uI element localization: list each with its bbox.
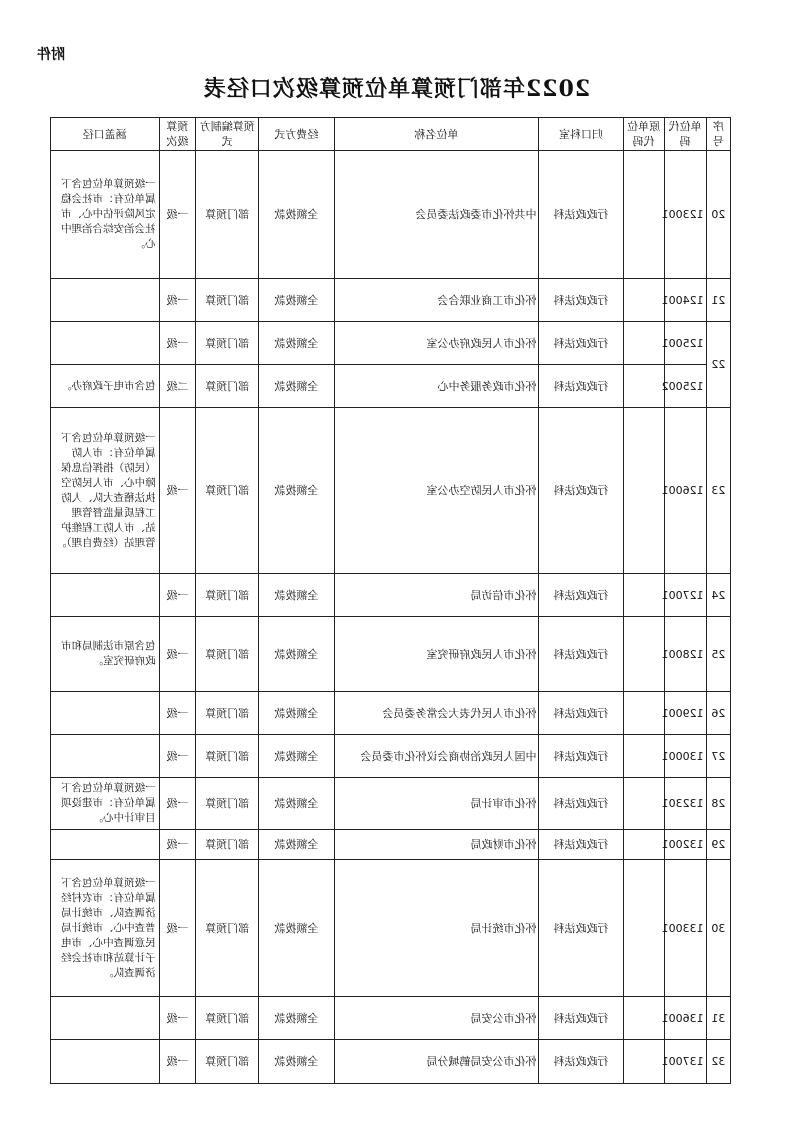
cell-orig-code [623,365,664,408]
cell-scope: 一级预算单位包含下属单位有：市农村经济调查队、市统计局普查中心、市统计局民意调查中心、市电子计算站和市社会经济调查队。 [51,860,160,997]
cell-level: 一级 [159,778,196,830]
cell-unit-name: 怀化市审计局 [334,778,539,830]
cell-level: 一级 [159,860,196,997]
cell-category: 行政政法科 [539,365,623,408]
table-row [51,408,731,574]
cell-budget-type: 部门预算 [196,997,259,1040]
cell-seq: 28 [706,778,730,830]
cell-unit-code: 136001 [664,997,706,1040]
cell-seq: 26 [706,692,730,735]
cell-unit-code: 125001 [664,322,706,365]
cell-unit-name: 怀化市公安局 [334,997,539,1040]
cell-seq: 24 [706,574,730,617]
attachment-label: 附件 [37,47,65,63]
cell-unit-code: 132001 [664,830,706,860]
cell-level: 一级 [159,692,196,735]
cell-unit-code: 133001 [664,860,706,997]
cell-funding: 全额拨款 [259,322,334,365]
cell-budget-type: 部门预算 [196,1040,259,1084]
page-title: 2022年部门预算单位预算级次口径表 [202,76,591,102]
table-row [51,279,731,322]
cell-scope [51,279,160,322]
cell-scope [51,735,160,778]
cell-level: 二级 [159,365,196,408]
cell-scope: 一级预算单位包含下属单位有：市建设项目审计中心。 [51,778,160,830]
table-row [51,617,731,692]
cell-level: 一级 [159,279,196,322]
cell-seq: 25 [706,617,730,692]
table-row [51,365,731,408]
table-row [51,574,731,617]
cell-unit-name: 怀化市人民政府办公室 [334,322,539,365]
cell-seq: 27 [706,735,730,778]
cell-orig-code [623,279,664,322]
cell-scope [51,322,160,365]
table-row [51,322,731,365]
cell-budget-type: 部门预算 [196,860,259,997]
cell-budget-type: 部门预算 [196,778,259,830]
cell-unit-name: 怀化市工商业联合会 [334,279,539,322]
cell-unit-code: 127001 [664,574,706,617]
cell-seq: 23 [706,408,730,574]
cell-level: 一级 [159,617,196,692]
cell-budget-type: 部门预算 [196,617,259,692]
header-funding: 经费方式 [259,118,334,151]
table-body [51,151,731,1084]
cell-scope: 一级预算单位包含下属单位有：市社会稳定风险评估中心、市社会治安综合治理中心。 [51,151,160,279]
cell-orig-code [623,830,664,860]
cell-unit-code: 126001 [664,408,706,574]
cell-unit-name: 怀化市人民防空办公室 [334,408,539,574]
budget-level-table [50,117,731,1084]
cell-orig-code [623,151,664,279]
table-row [51,860,731,997]
cell-scope: 一级预算单位包含下属单位有：市人防（民防）指挥信息保障中心、市人民防空执法稽查大队、人防工程质量监督管理站、市人防工程维护管理站（经费自理）。 [51,408,160,574]
table-row [51,830,731,860]
cell-orig-code [623,574,664,617]
cell-funding: 全额拨款 [259,860,334,997]
table-header-row [51,118,731,151]
cell-orig-code [623,735,664,778]
cell-unit-code: 129001 [664,692,706,735]
table-row [51,1040,731,1084]
header-level: 预算级次 [159,118,196,151]
cell-budget-type: 部门预算 [196,408,259,574]
cell-orig-code [623,692,664,735]
cell-budget-type: 部门预算 [196,692,259,735]
cell-unit-code: 137001 [664,1040,706,1084]
cell-level: 一级 [159,574,196,617]
cell-seq: 29 [706,830,730,860]
cell-category: 行政政法科 [539,151,623,279]
cell-category: 行政政法科 [539,279,623,322]
cell-unit-code: 125002 [664,365,706,408]
cell-category: 行政政法科 [539,735,623,778]
cell-unit-name: 怀化市人民代表大会常务委员会 [334,692,539,735]
cell-orig-code [623,322,664,365]
cell-funding: 全额拨款 [259,997,334,1040]
header-category: 归口科室 [539,118,623,151]
cell-category: 行政政法科 [539,778,623,830]
cell-unit-name: 怀化市公安局鹤城分局 [334,1040,539,1084]
cell-scope [51,1040,160,1084]
cell-unit-name: 中共怀化市委政法委员会 [334,151,539,279]
cell-orig-code [623,860,664,997]
cell-category: 行政政法科 [539,574,623,617]
cell-funding: 全额拨款 [259,365,334,408]
cell-unit-code: 130001 [664,735,706,778]
header-orig-code: 原单位代码 [623,118,664,151]
table-row [51,997,731,1040]
cell-orig-code [623,1040,664,1084]
cell-budget-type: 部门预算 [196,151,259,279]
cell-unit-code: 124001 [664,279,706,322]
cell-category: 行政政法科 [539,997,623,1040]
cell-unit-name: 怀化市人民政府研究室 [334,617,539,692]
header-unit-name: 单位名称 [334,118,539,151]
cell-budget-type: 部门预算 [196,322,259,365]
cell-funding: 全额拨款 [259,735,334,778]
cell-category: 行政政法科 [539,860,623,997]
cell-seq: 21 [706,279,730,322]
table-row [51,692,731,735]
header-seq: 序号 [706,118,730,151]
table-row [51,778,731,830]
cell-orig-code [623,408,664,574]
cell-funding: 全额拨款 [259,778,334,830]
cell-category: 行政政法科 [539,692,623,735]
cell-unit-code: 132301 [664,778,706,830]
cell-funding: 全额拨款 [259,692,334,735]
cell-funding: 全额拨款 [259,151,334,279]
cell-unit-name: 怀化市财政局 [334,830,539,860]
cell-orig-code [623,778,664,830]
cell-funding: 全额拨款 [259,279,334,322]
header-unit-code: 单位代码 [664,118,706,151]
cell-funding: 全额拨款 [259,1040,334,1084]
cell-unit-name: 怀化市信访局 [334,574,539,617]
cell-funding: 全额拨款 [259,830,334,860]
cell-budget-type: 部门预算 [196,830,259,860]
cell-budget-type: 部门预算 [196,365,259,408]
cell-unit-code: 123001 [664,151,706,279]
cell-funding: 全额拨款 [259,574,334,617]
cell-scope: 包含市电子政府办。 [51,365,160,408]
cell-scope [51,692,160,735]
cell-scope: 包含原市法制局和市政府研究室。 [51,617,160,692]
cell-orig-code [623,997,664,1040]
cell-scope [51,830,160,860]
cell-funding: 全额拨款 [259,617,334,692]
cell-category: 行政政法科 [539,830,623,860]
cell-seq: 22 [706,322,730,408]
cell-seq: 32 [706,1040,730,1084]
cell-unit-code: 128001 [664,617,706,692]
cell-category: 行政政法科 [539,408,623,574]
cell-unit-name: 中国人民政治协商会议怀化市委员会 [334,735,539,778]
table-row [51,151,731,279]
cell-scope [51,574,160,617]
table-row [51,735,731,778]
cell-category: 行政政法科 [539,617,623,692]
cell-orig-code [623,617,664,692]
cell-funding: 全额拨款 [259,408,334,574]
cell-seq: 20 [706,151,730,279]
cell-category: 行政政法科 [539,322,623,365]
cell-category: 行政政法科 [539,1040,623,1084]
cell-budget-type: 部门预算 [196,574,259,617]
header-scope: 涵盖口径 [51,118,160,151]
cell-level: 一级 [159,408,196,574]
cell-level: 一级 [159,322,196,365]
cell-level: 一级 [159,997,196,1040]
cell-level: 一级 [159,1040,196,1084]
cell-level: 一级 [159,830,196,860]
cell-budget-type: 部门预算 [196,735,259,778]
cell-level: 一级 [159,151,196,279]
cell-budget-type: 部门预算 [196,279,259,322]
cell-unit-name: 怀化市政务服务中心 [334,365,539,408]
cell-level: 一级 [159,735,196,778]
cell-unit-name: 怀化市统计局 [334,860,539,997]
cell-seq: 30 [706,860,730,997]
cell-scope [51,997,160,1040]
header-budget-type: 预算编制方式 [196,118,259,151]
cell-seq: 31 [706,997,730,1040]
